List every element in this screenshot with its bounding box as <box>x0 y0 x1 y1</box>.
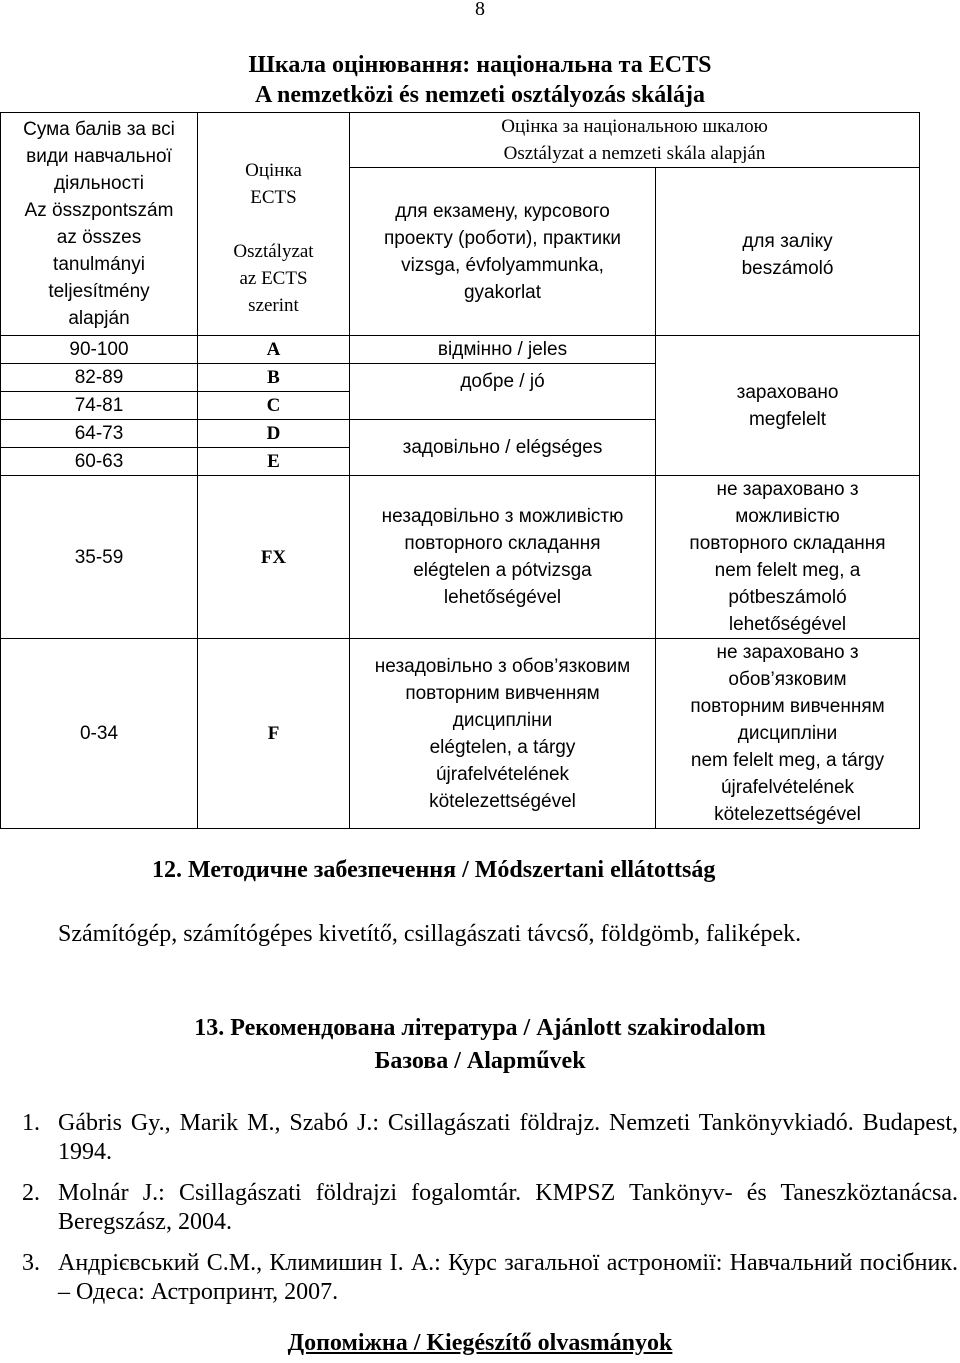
page-number: 8 <box>475 0 485 20</box>
list-item: 2. Molnár J.: Csillagászati földrajzi fogalomtár. KMPSZ Tankönyv- és Taneszköztanácsa. Beregszász, 2004. <box>22 1180 958 1235</box>
exam-good: добре / jó <box>350 364 656 420</box>
section-12-heading: 12. Методичне забезпечення / Módszertani ellátottság <box>152 857 716 883</box>
exam-fx: незадовільно з можливістю повторного складання elégtelen a pótvizsga lehetőségével <box>350 476 656 639</box>
basic-literature-heading: Базова / Alapművek <box>374 1048 586 1074</box>
table-row-score: 82-89 <box>1 364 198 392</box>
exam-excellent: відмінно / jeles <box>350 336 656 364</box>
table-row-ects: F <box>198 639 350 829</box>
table-row-score: 35-59 <box>1 476 198 639</box>
exam-f: незадовільно з обов’язковим повторним вивченням дисципліни elégtelen, a tárgy újrafelvételének kötelezettségével <box>350 639 656 829</box>
table-row-score: 74-81 <box>1 392 198 420</box>
grading-scale-table <box>0 112 920 829</box>
table-row-ects: B <box>198 364 350 392</box>
credit-fx: не зараховано з можливістю повторного складання nem felelt meg, a pótbeszámoló lehetőségével <box>656 476 920 639</box>
national-scale-header: Оцінка за національною шкалою Osztályzat a nemzeti skála alapján <box>350 113 920 168</box>
page-title-ua: Шкала оцінювання: національна та ECTS <box>248 52 712 78</box>
credit-column-header: для заліку beszámoló <box>656 168 920 336</box>
table-row-score: 90-100 <box>1 336 198 364</box>
table-row-score: 60-63 <box>1 448 198 476</box>
table-row-ects: D <box>198 420 350 448</box>
ects-column-header: Оцінка ECTS Osztályzat az ECTS szerint <box>198 113 350 336</box>
credit-passed: зараховано megfelelt <box>656 336 920 476</box>
exam-satisfactory: задовільно / elégséges <box>350 420 656 476</box>
exam-column-header: для екзамену, курсового проекту (роботи), практики vizsga, évfolyammunka, gyakorlat <box>350 168 656 336</box>
auxiliary-literature-heading: Допоміжна / Kiegészítő olvasmányok <box>287 1330 673 1356</box>
table-row-ects: C <box>198 392 350 420</box>
credit-f: не зараховано з обов’язковим повторним вивченням дисципліни nem felelt meg, a tárgy újrafelvételének kötelezettségével <box>656 639 920 829</box>
table-row-score: 64-73 <box>1 420 198 448</box>
section-13-heading: 13. Рекомендована література / Ajánlott szakirodalom <box>194 1015 766 1041</box>
list-item: 3. Андрієвський С.М., Климишин І. А.: Курс загальної астрономії: Навчальний посібник. – Одеса: Астропринт, 2007. <box>22 1250 958 1305</box>
table-row-score: 0-34 <box>1 639 198 829</box>
page-title-hu: A nemzetközi és nemzeti osztályozás skálája <box>255 82 705 108</box>
table-row-ects: FX <box>198 476 350 639</box>
literature-list <box>22 1109 958 1319</box>
score-column-header: Сума балів за всі види навчальної діяльності Az összpontszám az összes tanulmányi teljesítmény alapján <box>1 113 198 336</box>
equipment-text: Számítógép, számítógépes kivetítő, csillagászati távcső, földgömb, faliképek. <box>58 921 802 947</box>
list-item: 1. Gábris Gy., Marik M., Szabó J.: Csillagászati földrajz. Nemzeti Tankönyvkiadó. Budapest, 1994. <box>22 1110 958 1165</box>
table-row-ects: A <box>198 336 350 364</box>
table-row-ects: E <box>198 448 350 476</box>
